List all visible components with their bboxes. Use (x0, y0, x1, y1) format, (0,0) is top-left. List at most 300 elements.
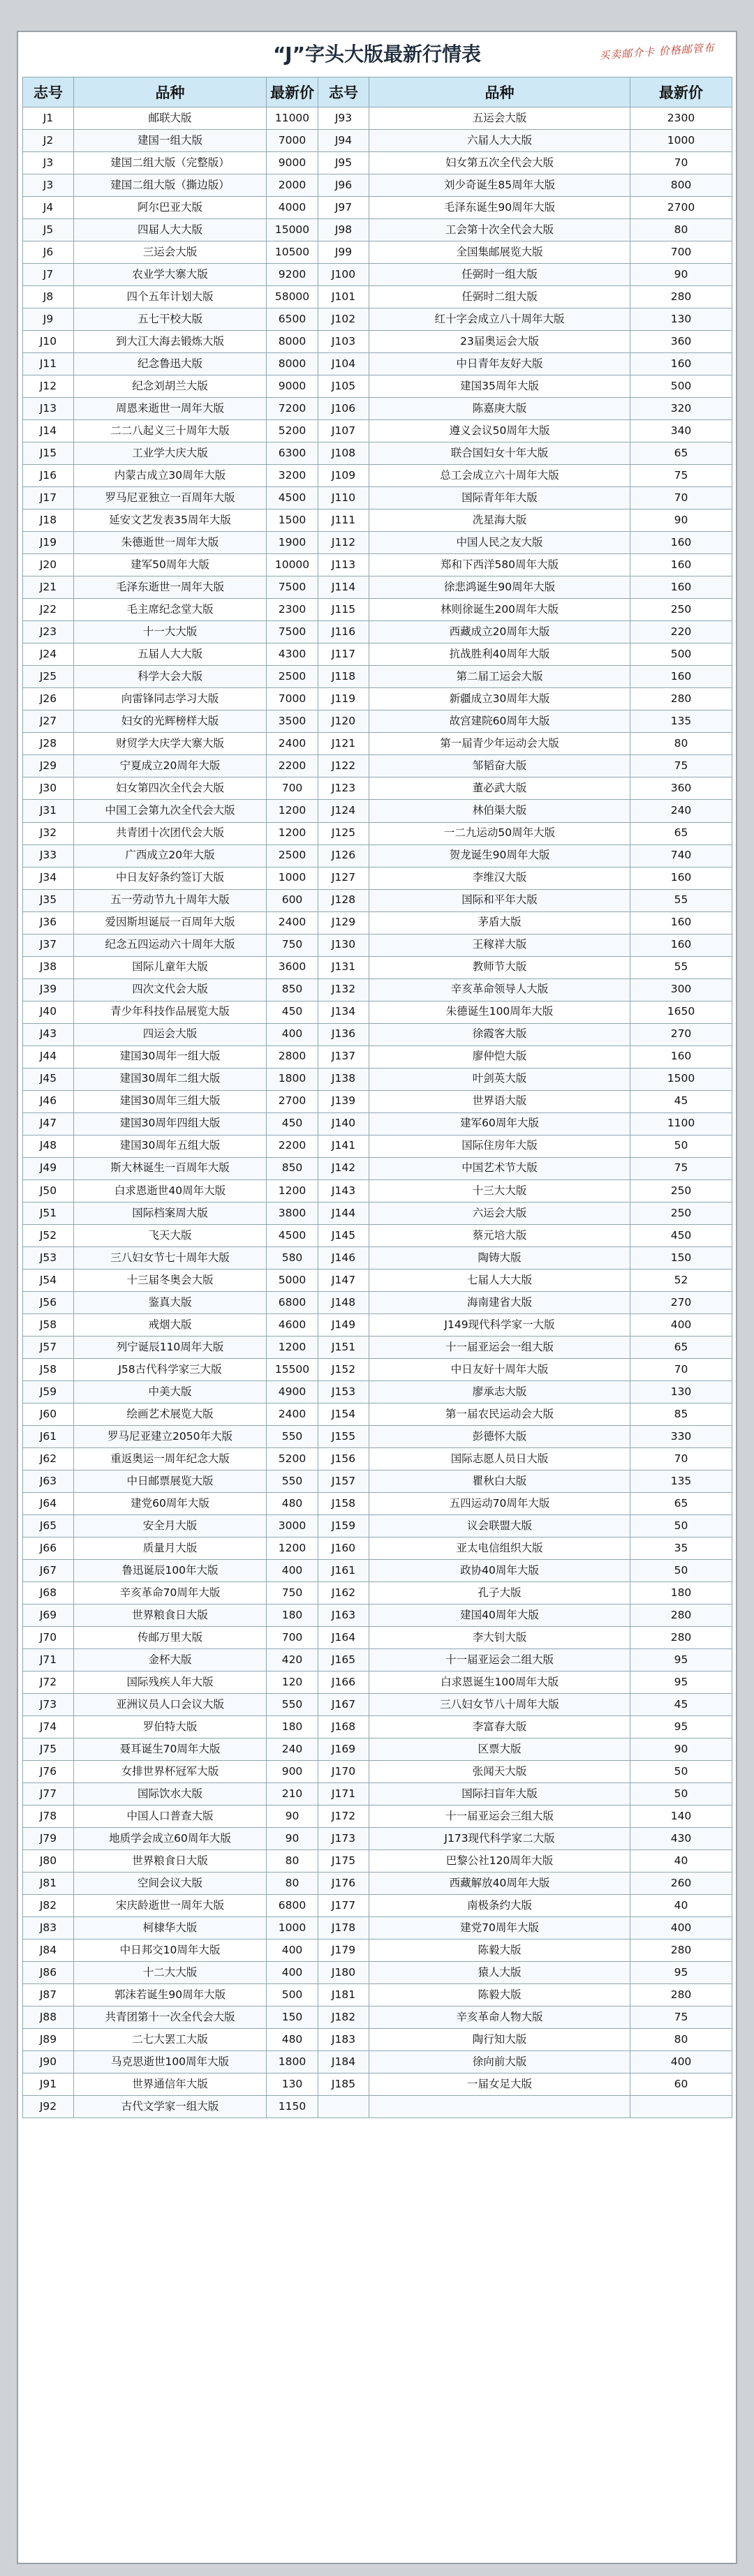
latest-price-right: 160 (630, 532, 732, 554)
stamp-variety-right: 冼星海大版 (369, 509, 630, 532)
stamp-variety-left: 内蒙古成立30周年大版 (74, 465, 267, 487)
table-row (23, 1917, 732, 1940)
stamp-code-right: J139 (318, 1090, 369, 1112)
latest-price-left: 600 (267, 889, 318, 911)
stamp-variety-left: 白求恩逝世40周年大版 (74, 1179, 267, 1202)
stamp-variety-right: 徐霞客大版 (369, 1023, 630, 1045)
stamp-code-right: J177 (318, 1895, 369, 1917)
stamp-variety-right: 白求恩诞生100周年大版 (369, 1672, 630, 1694)
stamp-code-left: J26 (23, 688, 74, 710)
stamp-code-left: J60 (23, 1403, 74, 1425)
latest-price-left: 90 (267, 1828, 318, 1850)
stamp-code-left: J40 (23, 1001, 74, 1023)
table-row (23, 1984, 732, 2007)
latest-price-left: 4500 (267, 1224, 318, 1246)
stamp-variety-left: 建国30周年四组大版 (74, 1112, 267, 1135)
stamp-variety-left: 聂耳诞生70周年大版 (74, 1739, 267, 1761)
latest-price-right: 80 (630, 219, 732, 241)
stamp-code-right: J104 (318, 353, 369, 375)
stamp-variety-right: 七届人大大版 (369, 1269, 630, 1291)
stamp-code-right: J129 (318, 911, 369, 934)
stamp-code-left: J82 (23, 1895, 74, 1917)
latest-price-left: 15000 (267, 219, 318, 241)
stamp-variety-right: 联合国妇女十年大版 (369, 442, 630, 465)
stamp-code-right: J178 (318, 1917, 369, 1940)
stamp-code-right: J134 (318, 1001, 369, 1023)
latest-price-right: 90 (630, 1739, 732, 1761)
latest-price-right: 2700 (630, 197, 732, 219)
stamp-variety-right: 瞿秋白大版 (369, 1470, 630, 1492)
stamp-code-left: J12 (23, 375, 74, 398)
latest-price-right: 150 (630, 1246, 732, 1269)
stamp-variety-left: 毛泽东逝世一周年大版 (74, 576, 267, 599)
stamp-variety-right: 23届奥运会大版 (369, 331, 630, 353)
table-row (23, 1850, 732, 1873)
stamp-code-left: J62 (23, 1447, 74, 1470)
latest-price-left: 6500 (267, 308, 318, 331)
latest-price-left: 850 (267, 978, 318, 1001)
latest-price-right: 90 (630, 264, 732, 286)
stamp-code-right: J102 (318, 308, 369, 331)
stamp-code-left: J92 (23, 2096, 74, 2118)
stamp-variety-left: 阿尔巴亚大版 (74, 197, 267, 219)
stamp-variety-right: 王稼祥大版 (369, 934, 630, 956)
header-code-right: 志号 (318, 77, 369, 107)
header-price-right: 最新价 (630, 77, 732, 107)
table-row (23, 241, 732, 264)
stamp-code-left: J54 (23, 1269, 74, 1291)
table-row (23, 308, 732, 331)
latest-price-left: 2700 (267, 1090, 318, 1112)
stamp-variety-left: 到大江大海去锻炼大版 (74, 331, 267, 353)
latest-price-right: 320 (630, 398, 732, 420)
latest-price-left: 5200 (267, 420, 318, 442)
stamp-code-left: J22 (23, 599, 74, 621)
stamp-code-right: J155 (318, 1425, 369, 1447)
seal-stamp: 买卖邮介卡 价格邮管布 (598, 41, 716, 62)
table-row (23, 911, 732, 934)
latest-price-right: 1650 (630, 1001, 732, 1023)
latest-price-right: 40 (630, 1895, 732, 1917)
latest-price-right: 450 (630, 1224, 732, 1246)
stamp-code-right: J144 (318, 1202, 369, 1224)
table-row (23, 822, 732, 844)
stamp-variety-right: 林则徐诞生200周年大版 (369, 599, 630, 621)
stamp-code-left: J2 (23, 130, 74, 152)
stamp-code-right: J124 (318, 800, 369, 822)
table-row (23, 1224, 732, 1246)
table-row (23, 2074, 732, 2096)
stamp-variety-left: 罗马尼亚建立2050年大版 (74, 1425, 267, 1447)
latest-price-left: 10000 (267, 554, 318, 576)
stamp-variety-right: 一二九运动50周年大版 (369, 822, 630, 844)
stamp-variety-left: 建军50周年大版 (74, 554, 267, 576)
stamp-code-left: J64 (23, 1492, 74, 1514)
stamp-variety-right (369, 2096, 630, 2118)
table-row (23, 554, 732, 576)
stamp-variety-right: 五运会大版 (369, 107, 630, 130)
latest-price-left: 6800 (267, 1291, 318, 1313)
stamp-code-right: J109 (318, 465, 369, 487)
latest-price-left: 450 (267, 1112, 318, 1135)
latest-price-right: 52 (630, 1269, 732, 1291)
stamp-code-left: J32 (23, 822, 74, 844)
stamp-variety-left: 十三届冬奥会大版 (74, 1269, 267, 1291)
latest-price-right: 140 (630, 1806, 732, 1828)
latest-price-right: 1100 (630, 1112, 732, 1135)
latest-price-right: 95 (630, 1962, 732, 1984)
table-row (23, 1560, 732, 1582)
stamp-code-left: J8 (23, 286, 74, 308)
stamp-code-right: J97 (318, 197, 369, 219)
table-row (23, 666, 732, 688)
latest-price-right: 340 (630, 420, 732, 442)
latest-price-left: 1200 (267, 1179, 318, 1202)
stamp-variety-left: 飞天大版 (74, 1224, 267, 1246)
stamp-variety-right: 巴黎公社120周年大版 (369, 1850, 630, 1873)
table-row (23, 398, 732, 420)
stamp-variety-right: 一届女足大版 (369, 2074, 630, 2096)
stamp-code-right: J183 (318, 2029, 369, 2051)
stamp-code-right: J131 (318, 956, 369, 978)
stamp-code-right: J94 (318, 130, 369, 152)
latest-price-left: 450 (267, 1001, 318, 1023)
stamp-variety-left: 绘画艺术展览大版 (74, 1403, 267, 1425)
stamp-code-right: J103 (318, 331, 369, 353)
stamp-code-left: J23 (23, 621, 74, 643)
stamp-code-left: J13 (23, 398, 74, 420)
table-row (23, 1649, 732, 1672)
latest-price-left: 4000 (267, 197, 318, 219)
table-row (23, 197, 732, 219)
stamp-code-left: J83 (23, 1917, 74, 1940)
latest-price-right: 70 (630, 487, 732, 509)
stamp-variety-right: 任弼时一组大版 (369, 264, 630, 286)
stamp-variety-right: 十三大大版 (369, 1179, 630, 1202)
latest-price-right: 1500 (630, 1068, 732, 1090)
table-row (23, 688, 732, 710)
stamp-variety-right: 猿人大版 (369, 1962, 630, 1984)
latest-price-left: 8000 (267, 353, 318, 375)
table-row (23, 800, 732, 822)
stamp-variety-left: 四次文代会大版 (74, 978, 267, 1001)
latest-price-right: 270 (630, 1023, 732, 1045)
stamp-variety-left: 纪念鲁迅大版 (74, 353, 267, 375)
table-row (23, 286, 732, 308)
stamp-code-left: J72 (23, 1672, 74, 1694)
table-row (23, 1962, 732, 1984)
stamp-code-right: J160 (318, 1538, 369, 1560)
latest-price-left: 7000 (267, 688, 318, 710)
latest-price-left: 3600 (267, 956, 318, 978)
stamp-variety-left: 宋庆龄逝世一周年大版 (74, 1895, 267, 1917)
header-code-left: 志号 (23, 77, 74, 107)
latest-price-right: 280 (630, 286, 732, 308)
stamp-code-left: J46 (23, 1090, 74, 1112)
stamp-variety-right: 工会第十次全代会大版 (369, 219, 630, 241)
table-row (23, 1828, 732, 1850)
stamp-code-left: J3 (23, 152, 74, 174)
stamp-code-left: J77 (23, 1783, 74, 1806)
stamp-code-left: J37 (23, 934, 74, 956)
stamp-code-left: J25 (23, 666, 74, 688)
latest-price-right: 180 (630, 1582, 732, 1605)
stamp-variety-left: 国际残疾人年大版 (74, 1672, 267, 1694)
latest-price-right: 95 (630, 1716, 732, 1739)
latest-price-left: 2300 (267, 599, 318, 621)
latest-price-left: 480 (267, 1492, 318, 1514)
stamp-variety-left: 青少年科技作品展览大版 (74, 1001, 267, 1023)
latest-price-right: 70 (630, 152, 732, 174)
stamp-code-left: J86 (23, 1962, 74, 1984)
table-row (23, 1403, 732, 1425)
stamp-code-left: J52 (23, 1224, 74, 1246)
price-sheet (17, 31, 737, 2564)
stamp-variety-left: 金杯大版 (74, 1649, 267, 1672)
latest-price-right: 280 (630, 688, 732, 710)
table-row (23, 1694, 732, 1716)
stamp-code-left: J79 (23, 1828, 74, 1850)
stamp-code-right: J123 (318, 777, 369, 800)
latest-price-left: 2800 (267, 1045, 318, 1068)
stamp-variety-right: 三八妇女节八十周年大版 (369, 1694, 630, 1716)
stamp-code-right: J115 (318, 599, 369, 621)
stamp-code-right: J101 (318, 286, 369, 308)
stamp-variety-right: 林伯渠大版 (369, 800, 630, 822)
stamp-variety-right: 李维汉大版 (369, 867, 630, 889)
latest-price-left: 2500 (267, 844, 318, 867)
stamp-code-left: J61 (23, 1425, 74, 1447)
stamp-code-left: J24 (23, 643, 74, 666)
stamp-variety-right: 毛泽东诞生90周年大版 (369, 197, 630, 219)
table-row (23, 1202, 732, 1224)
table-row (23, 353, 732, 375)
stamp-variety-left: 建国30周年五组大版 (74, 1135, 267, 1157)
stamp-variety-left: 鲁迅诞辰100年大版 (74, 1560, 267, 1582)
stamp-code-right: J162 (318, 1582, 369, 1605)
stamp-code-left: J57 (23, 1336, 74, 1358)
latest-price-left: 4500 (267, 487, 318, 509)
stamp-code-right: J136 (318, 1023, 369, 1045)
stamp-code-left: J44 (23, 1045, 74, 1068)
stamp-code-right: J153 (318, 1380, 369, 1403)
table-row (23, 2051, 732, 2074)
stamp-code-left: J78 (23, 1806, 74, 1828)
stamp-code-left: J18 (23, 509, 74, 532)
stamp-code-left: J49 (23, 1157, 74, 1179)
stamp-variety-left: 纪念刘胡兰大版 (74, 375, 267, 398)
latest-price-left: 700 (267, 777, 318, 800)
latest-price-left: 8000 (267, 331, 318, 353)
table-row (23, 2007, 732, 2029)
stamp-code-left: J21 (23, 576, 74, 599)
stamp-variety-left: 辛亥革命70周年大版 (74, 1582, 267, 1605)
table-row (23, 2096, 732, 2118)
stamp-code-right: J167 (318, 1694, 369, 1716)
stamp-code-right: J121 (318, 733, 369, 755)
stamp-code-left: J80 (23, 1850, 74, 1873)
stamp-code-right: J96 (318, 174, 369, 197)
latest-price-left: 400 (267, 1940, 318, 1962)
stamp-variety-left: 妇女第四次全代会大版 (74, 777, 267, 800)
latest-price-left: 2200 (267, 1135, 318, 1157)
latest-price-left: 10500 (267, 241, 318, 264)
stamp-variety-right: 南极条约大版 (369, 1895, 630, 1917)
latest-price-right: 400 (630, 1313, 732, 1336)
stamp-code-right: J130 (318, 934, 369, 956)
page-title: “J”字头大版最新行情表 (273, 43, 481, 66)
stamp-code-right: J111 (318, 509, 369, 532)
stamp-code-left: J30 (23, 777, 74, 800)
stamp-variety-right: 陈毅大版 (369, 1940, 630, 1962)
latest-price-left: 7500 (267, 621, 318, 643)
latest-price-left: 750 (267, 1582, 318, 1605)
latest-price-left: 9000 (267, 375, 318, 398)
stamp-variety-left: 二二八起义三十周年大版 (74, 420, 267, 442)
stamp-variety-left: 周恩来逝世一周年大版 (74, 398, 267, 420)
latest-price-right: 250 (630, 1202, 732, 1224)
latest-price-left: 7000 (267, 130, 318, 152)
stamp-code-left: J6 (23, 241, 74, 264)
latest-price-right: 40 (630, 1850, 732, 1873)
stamp-code-right: J145 (318, 1224, 369, 1246)
stamp-code-left: J19 (23, 532, 74, 554)
stamp-variety-left: 十一大大版 (74, 621, 267, 643)
latest-price-right: 50 (630, 1135, 732, 1157)
latest-price-left: 6300 (267, 442, 318, 465)
stamp-code-right: J116 (318, 621, 369, 643)
stamp-variety-right: 第二届工运会大版 (369, 666, 630, 688)
stamp-variety-left: 建国30周年一组大版 (74, 1045, 267, 1068)
latest-price-left: 400 (267, 1023, 318, 1045)
stamp-code-left: J9 (23, 308, 74, 331)
latest-price-left: 180 (267, 1716, 318, 1739)
latest-price-right: 80 (630, 733, 732, 755)
stamp-code-left: J27 (23, 710, 74, 733)
latest-price-right: 500 (630, 375, 732, 398)
stamp-variety-left: 马克思逝世100周年大版 (74, 2051, 267, 2074)
stamp-variety-right: 十一届亚运会二组大版 (369, 1649, 630, 1672)
stamp-code-left: J69 (23, 1605, 74, 1627)
latest-price-right: 160 (630, 867, 732, 889)
header-variety-left: 品种 (74, 77, 267, 107)
latest-price-left: 120 (267, 1672, 318, 1694)
latest-price-right: 740 (630, 844, 732, 867)
stamp-code-left: J58 (23, 1313, 74, 1336)
latest-price-right: 800 (630, 174, 732, 197)
stamp-variety-right: 刘少奇诞生85周年大版 (369, 174, 630, 197)
table-row (23, 710, 732, 733)
stamp-code-left: J35 (23, 889, 74, 911)
header-row (23, 77, 732, 107)
stamp-code-right: J157 (318, 1470, 369, 1492)
latest-price-left: 2000 (267, 174, 318, 197)
stamp-variety-right: 第一届青少年运动会大版 (369, 733, 630, 755)
stamp-code-left: J5 (23, 219, 74, 241)
latest-price-right: 160 (630, 353, 732, 375)
latest-price-left: 2500 (267, 666, 318, 688)
latest-price-right: 75 (630, 465, 732, 487)
latest-price-left: 3800 (267, 1202, 318, 1224)
table-row (23, 1001, 732, 1023)
stamp-variety-right: 叶剑英大版 (369, 1068, 630, 1090)
stamp-code-left: J38 (23, 956, 74, 978)
stamp-code-right: J137 (318, 1045, 369, 1068)
stamp-code-right: J171 (318, 1783, 369, 1806)
latest-price-left: 2400 (267, 911, 318, 934)
stamp-code-left: J34 (23, 867, 74, 889)
latest-price-left: 3500 (267, 710, 318, 733)
stamp-variety-right: 遵义会议50周年大版 (369, 420, 630, 442)
stamp-code-right: J138 (318, 1068, 369, 1090)
stamp-code-right: J156 (318, 1447, 369, 1470)
table-row (23, 509, 732, 532)
latest-price-left: 6800 (267, 1895, 318, 1917)
stamp-variety-left: 列宁诞辰110周年大版 (74, 1336, 267, 1358)
stamp-variety-right: 总工会成立六十周年大版 (369, 465, 630, 487)
stamp-variety-right: 郑和下西洋580周年大版 (369, 554, 630, 576)
table-row (23, 1538, 732, 1560)
latest-price-right: 50 (630, 1783, 732, 1806)
stamp-variety-right: 中日友好十周年大版 (369, 1358, 630, 1380)
table-row (23, 1336, 732, 1358)
latest-price-right: 280 (630, 1984, 732, 2007)
latest-price-right: 60 (630, 2074, 732, 2096)
table-row (23, 755, 732, 777)
stamp-variety-right: 国际志愿人员日大版 (369, 1447, 630, 1470)
header-price-left: 最新价 (267, 77, 318, 107)
stamp-code-right: J161 (318, 1560, 369, 1582)
stamp-code-right: J142 (318, 1157, 369, 1179)
latest-price-right: 50 (630, 1514, 732, 1537)
stamp-variety-right: 中日青年友好大版 (369, 353, 630, 375)
latest-price-right: 160 (630, 576, 732, 599)
latest-price-right: 95 (630, 1672, 732, 1694)
stamp-variety-right: 彭德怀大版 (369, 1425, 630, 1447)
stamp-variety-left: 共青团第十一次全代会大版 (74, 2007, 267, 2029)
stamp-code-left: J29 (23, 755, 74, 777)
stamp-code-left: J73 (23, 1694, 74, 1716)
stamp-variety-left: 建国二组大版（撕边版） (74, 174, 267, 197)
table-row (23, 1246, 732, 1269)
latest-price-right: 65 (630, 822, 732, 844)
table-row (23, 1425, 732, 1447)
stamp-variety-left: 爱因斯坦诞辰一百周年大版 (74, 911, 267, 934)
stamp-variety-left: 鉴真大版 (74, 1291, 267, 1313)
table-row (23, 442, 732, 465)
stamp-code-right: J164 (318, 1627, 369, 1649)
table-row (23, 420, 732, 442)
stamp-code-left: J63 (23, 1470, 74, 1492)
stamp-variety-left: 中日邦交10周年大版 (74, 1940, 267, 1962)
stamp-variety-right: 国际扫盲年大版 (369, 1783, 630, 1806)
stamp-variety-right: 陶行知大版 (369, 2029, 630, 2051)
stamp-variety-left: 建国一组大版 (74, 130, 267, 152)
table-row (23, 1269, 732, 1291)
stamp-variety-left: 质量月大版 (74, 1538, 267, 1560)
latest-price-left: 1200 (267, 1336, 318, 1358)
table-row (23, 1291, 732, 1313)
latest-price-right: 160 (630, 911, 732, 934)
table-row (23, 777, 732, 800)
table-row (23, 733, 732, 755)
stamp-variety-right: 亚太电信组织大版 (369, 1538, 630, 1560)
table-row (23, 1761, 732, 1783)
latest-price-right: 160 (630, 934, 732, 956)
stamp-variety-right: 任弼时二组大版 (369, 286, 630, 308)
stamp-variety-left: 世界通信年大版 (74, 2074, 267, 2096)
table-row (23, 1045, 732, 1068)
